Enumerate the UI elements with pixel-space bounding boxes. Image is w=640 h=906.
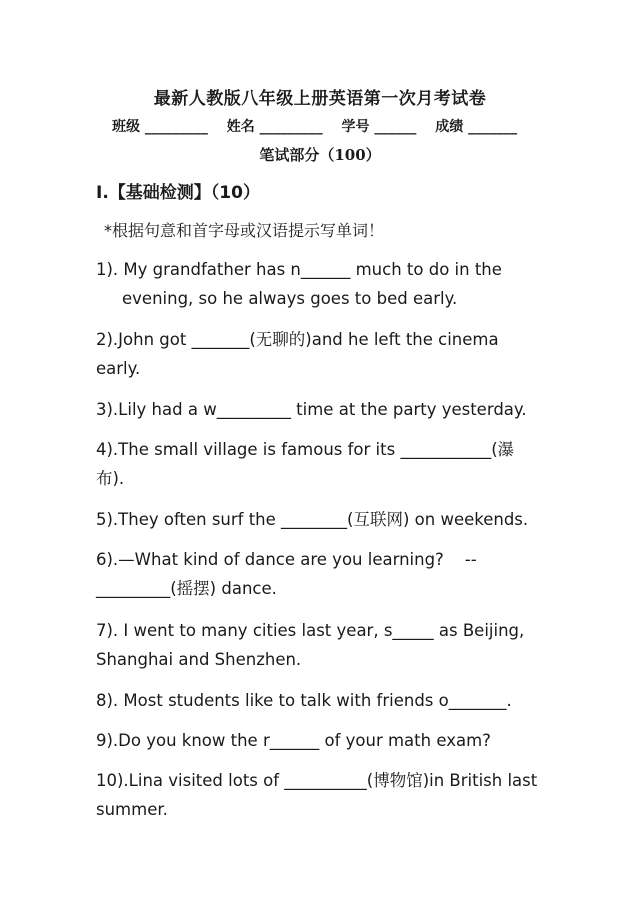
- question-line: 2).John got _______(无聊的)and he left the cinema: [96, 330, 499, 349]
- score-label: 成绩: [435, 119, 464, 135]
- student-id-field: [342, 116, 417, 136]
- student-info-row: [112, 116, 542, 136]
- student-id-blank[interactable]: ______: [374, 119, 417, 135]
- class-blank[interactable]: _________: [144, 119, 208, 135]
- written-part-subtitle: 笔试部分（100）: [259, 146, 381, 164]
- question-line: 3).Lily had a w_________ time at the party yesterday.: [96, 400, 527, 419]
- question-line: _________(摇摆) dance.: [96, 579, 277, 598]
- class-label: 班级: [112, 119, 140, 135]
- question-8: [96, 686, 566, 715]
- question-10: [96, 766, 566, 824]
- question-line: evening, so he always goes to bed early.: [122, 289, 458, 308]
- question-1: [96, 255, 566, 313]
- class-field: [112, 116, 208, 136]
- section-instruction: *根据句意和首字母或汉语提示写单词！: [104, 221, 385, 240]
- question-4: [96, 435, 566, 493]
- question-2: [96, 325, 566, 383]
- question-line: 5).They often surf the ________(互联网) on weekends.: [96, 510, 529, 529]
- question-line: 6).—What kind of dance are you learning? --: [96, 550, 477, 569]
- question-7: [96, 616, 566, 674]
- section-heading: I.【基础检测】（10）: [96, 183, 260, 203]
- name-field: [227, 116, 323, 136]
- question-line: 10).Lina visited lots of __________(博物馆)in British last: [96, 771, 538, 790]
- question-line: 布).: [96, 469, 125, 488]
- question-line: Shanghai and Shenzhen.: [96, 650, 302, 669]
- question-9: [96, 726, 566, 755]
- question-line: 7). I went to many cities last year, s_____ as Beijing,: [96, 621, 525, 640]
- score-blank[interactable]: _______: [468, 119, 518, 135]
- score-field: [435, 116, 517, 136]
- question-line: summer.: [96, 800, 168, 819]
- question-line: 9).Do you know the r______ of your math exam?: [96, 731, 491, 750]
- name-blank[interactable]: _________: [259, 119, 323, 135]
- question-6: [96, 545, 566, 603]
- question-3: [96, 395, 566, 424]
- question-line: early.: [96, 359, 141, 378]
- question-line: 1). My grandfather has n______ much to do in the: [96, 260, 502, 279]
- question-line: 8). Most students like to talk with friends o_______.: [96, 691, 512, 710]
- question-line: 4).The small village is famous for its ___________(瀑: [96, 440, 515, 459]
- name-label: 姓名: [226, 119, 255, 135]
- exam-title: 最新人教版八年级上册英语第一次月考试卷: [153, 89, 487, 109]
- question-5: [96, 505, 566, 534]
- student-id-label: 学号: [341, 119, 370, 135]
